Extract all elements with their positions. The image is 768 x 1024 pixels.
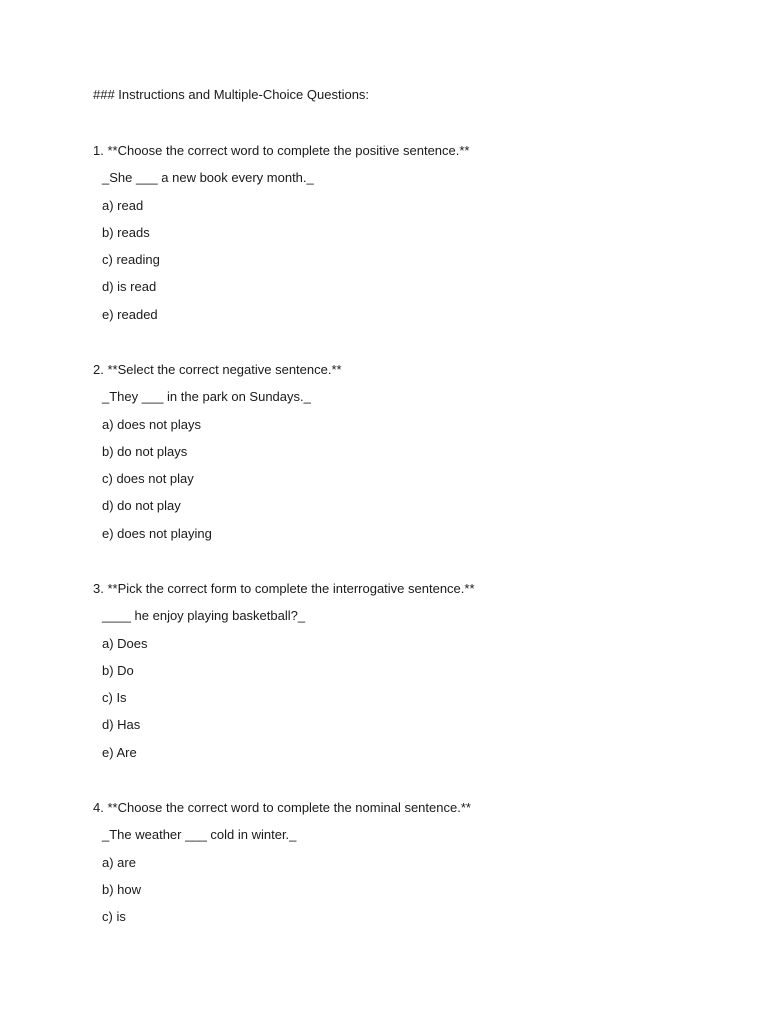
question-3 xyxy=(93,580,713,771)
question-sentence: _The weather ___ cold in winter._ xyxy=(102,827,297,843)
answer-option: a) read xyxy=(102,197,144,213)
question-prompt: 1. **Choose the correct word to complete the positive sentence.** xyxy=(93,143,470,158)
question-prompt: 3. **Pick the correct form to complete the interrogative sentence.** xyxy=(93,581,475,596)
answer-option: b) how xyxy=(102,881,142,897)
question-prompt: 2. **Select the correct negative sentence.** xyxy=(93,362,342,377)
answer-option: b) Do xyxy=(102,662,134,678)
answer-option: e) readed xyxy=(102,306,158,322)
question-prompt: 4. **Choose the correct word to complete the nominal sentence.** xyxy=(93,800,471,815)
answer-option: c) is xyxy=(102,909,126,925)
answer-option: d) do not play xyxy=(102,498,181,514)
answer-option: a) does not plays xyxy=(102,416,202,432)
question-1 xyxy=(93,142,713,333)
answer-option: d) is read xyxy=(102,279,157,295)
answer-option: c) Is xyxy=(102,690,127,706)
answer-option: c) does not play xyxy=(102,471,194,487)
answer-option: b) reads xyxy=(102,224,150,240)
document-heading: ### Instructions and Multiple-Choice Questions: xyxy=(93,87,370,102)
question-sentence: _They ___ in the park on Sundays._ xyxy=(102,389,311,405)
question-sentence: _She ___ a new book every month._ xyxy=(102,170,314,186)
answer-option: e) does not playing xyxy=(102,525,212,541)
answer-option: a) are xyxy=(102,854,136,870)
question-2 xyxy=(93,361,713,552)
answer-option: b) do not plays xyxy=(102,443,188,459)
answer-option: c) reading xyxy=(102,252,160,268)
answer-option: d) Has xyxy=(102,717,141,733)
question-4 xyxy=(93,799,713,935)
answer-option: e) Are xyxy=(102,744,137,760)
answer-option: a) Does xyxy=(102,635,148,651)
question-sentence: ____ he enjoy playing basketball?_ xyxy=(102,608,306,624)
